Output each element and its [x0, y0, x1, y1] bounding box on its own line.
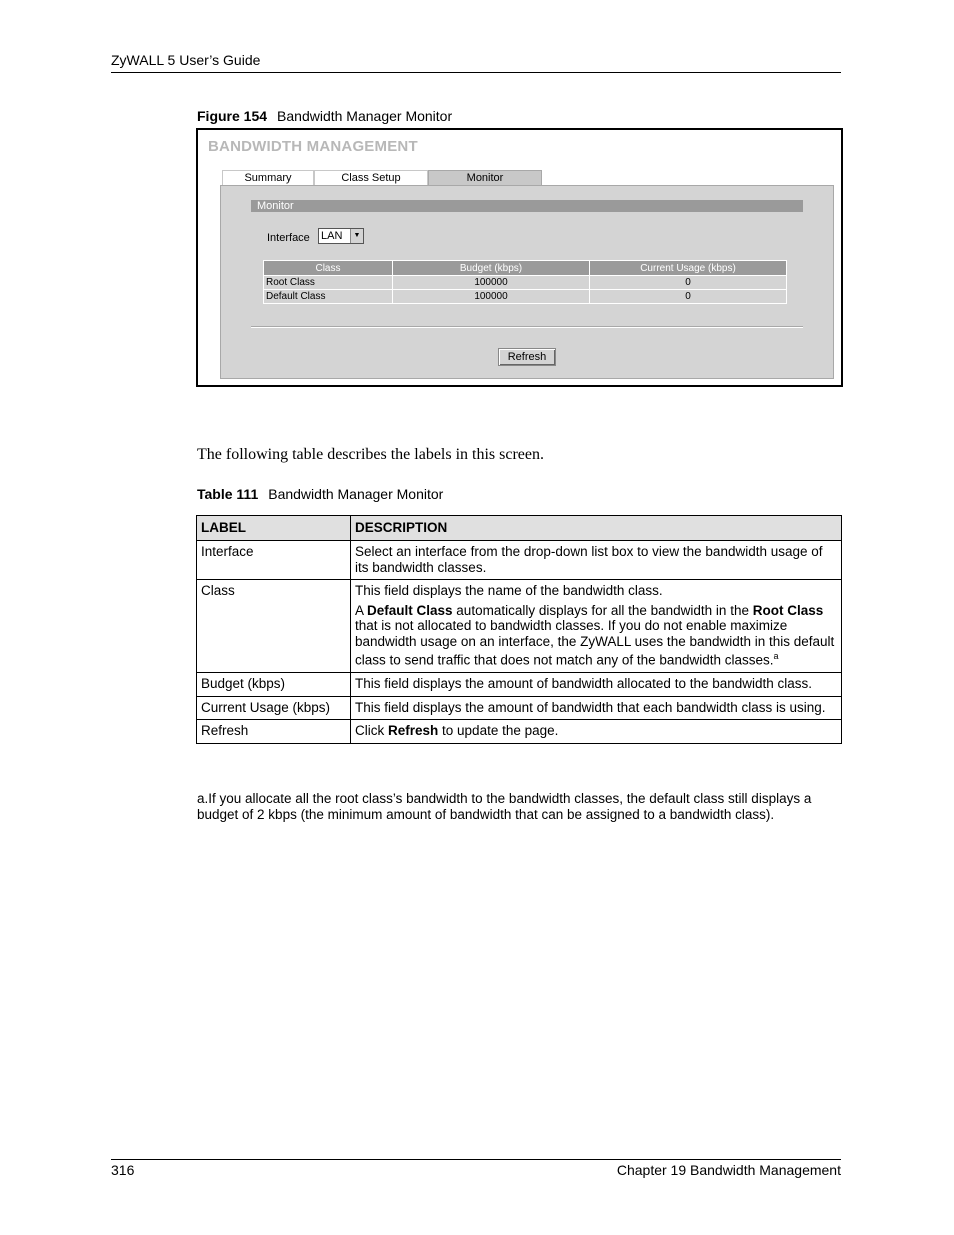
screenshot-frame	[196, 128, 843, 387]
description-table-header	[197, 516, 842, 541]
table-title: Bandwidth Manager Monitor	[268, 486, 444, 502]
footer-rule	[111, 1159, 841, 1160]
row-description	[351, 580, 842, 673]
intro-text: The following table describes the labels in this screen.	[197, 446, 545, 463]
class-desc-line2	[355, 603, 837, 669]
budget-value: 100000	[393, 276, 590, 290]
bold-term: Root Class	[752, 602, 824, 618]
usage-value: 0	[590, 276, 787, 290]
chapter-title: Chapter 19 Bandwidth Management	[616, 1162, 841, 1178]
table-row	[197, 696, 842, 720]
monitor-panel	[220, 185, 834, 379]
interface-label: Interface	[267, 232, 310, 244]
footnote: a.If you allocate all the root class’s bandwidth to the bandwidth classes, the default class still displays a budget of 2 kbps (the minimum amount of bandwidth that can be assigned to a bandwidth class).	[197, 791, 812, 822]
text-span: A	[355, 602, 368, 618]
table-caption	[197, 486, 443, 502]
footnote-mark: a	[773, 651, 779, 661]
monitor-table	[263, 260, 787, 304]
figure-caption	[197, 108, 452, 124]
row-description: This field displays the amount of bandwidth allocated to the bandwidth class.	[351, 673, 842, 697]
row-label: Current Usage (kbps)	[197, 696, 351, 720]
col-description: DESCRIPTION	[351, 516, 842, 541]
page-number: 316	[111, 1162, 135, 1178]
class-desc-line1: This field displays the name of the bandwidth class.	[355, 583, 663, 598]
table-row	[197, 541, 842, 580]
row-label: Interface	[197, 541, 351, 580]
row-label: Budget (kbps)	[197, 673, 351, 697]
monitor-table-header	[264, 261, 787, 276]
table-row	[264, 290, 787, 304]
screen-title: BANDWIDTH MANAGEMENT	[208, 138, 418, 155]
text-span: to update the page.	[438, 723, 559, 738]
col-usage: Current Usage (kbps)	[590, 261, 787, 276]
class-name: Root Class	[264, 276, 393, 290]
figure-title: Bandwidth Manager Monitor	[277, 108, 453, 124]
interface-value: LAN	[321, 230, 343, 242]
header-rule	[111, 72, 841, 73]
row-label: Refresh	[197, 720, 351, 744]
text-span: that is not allocated to bandwidth classes. If you do not enable maximize bandwidth usage on an interface, the ZyWALL uses the bandwidth in this default class to send traffic that does not match any of the bandwidth classes.	[355, 618, 835, 668]
interface-select[interactable]	[318, 228, 364, 244]
row-description: Select an interface from the drop-down list box to view the bandwidth usage of its bandwidth classes.	[351, 541, 842, 580]
text-span: automatically displays for all the bandwidth in the	[452, 602, 753, 618]
table-label: Table 111	[197, 486, 259, 502]
tab-summary[interactable]: Summary	[222, 170, 314, 185]
bold-term: Refresh	[388, 723, 439, 738]
table-row	[197, 673, 842, 697]
section-bar: Monitor	[251, 200, 803, 212]
table-row	[264, 276, 787, 290]
bold-term: Default Class	[367, 602, 453, 618]
running-header: ZyWALL 5 User’s Guide	[111, 52, 261, 68]
figure-label: Figure 154	[197, 108, 268, 124]
row-label: Class	[197, 580, 351, 673]
description-table	[196, 515, 842, 744]
col-budget: Budget (kbps)	[393, 261, 590, 276]
tab-monitor[interactable]: Monitor	[428, 170, 542, 185]
refresh-button[interactable]: Refresh	[498, 348, 556, 366]
dropdown-arrow-icon[interactable]: ▼	[350, 229, 363, 243]
table-row	[197, 720, 842, 744]
panel-divider	[251, 326, 803, 328]
budget-value: 100000	[393, 290, 590, 304]
col-class: Class	[264, 261, 393, 276]
row-description	[351, 720, 842, 744]
tab-class-setup[interactable]: Class Setup	[314, 170, 428, 185]
table-row	[197, 580, 842, 673]
usage-value: 0	[590, 290, 787, 304]
row-description: This field displays the amount of bandwidth that each bandwidth class is using.	[351, 696, 842, 720]
text-span: Click	[355, 723, 388, 738]
col-label: LABEL	[197, 516, 351, 541]
class-name: Default Class	[264, 290, 393, 304]
